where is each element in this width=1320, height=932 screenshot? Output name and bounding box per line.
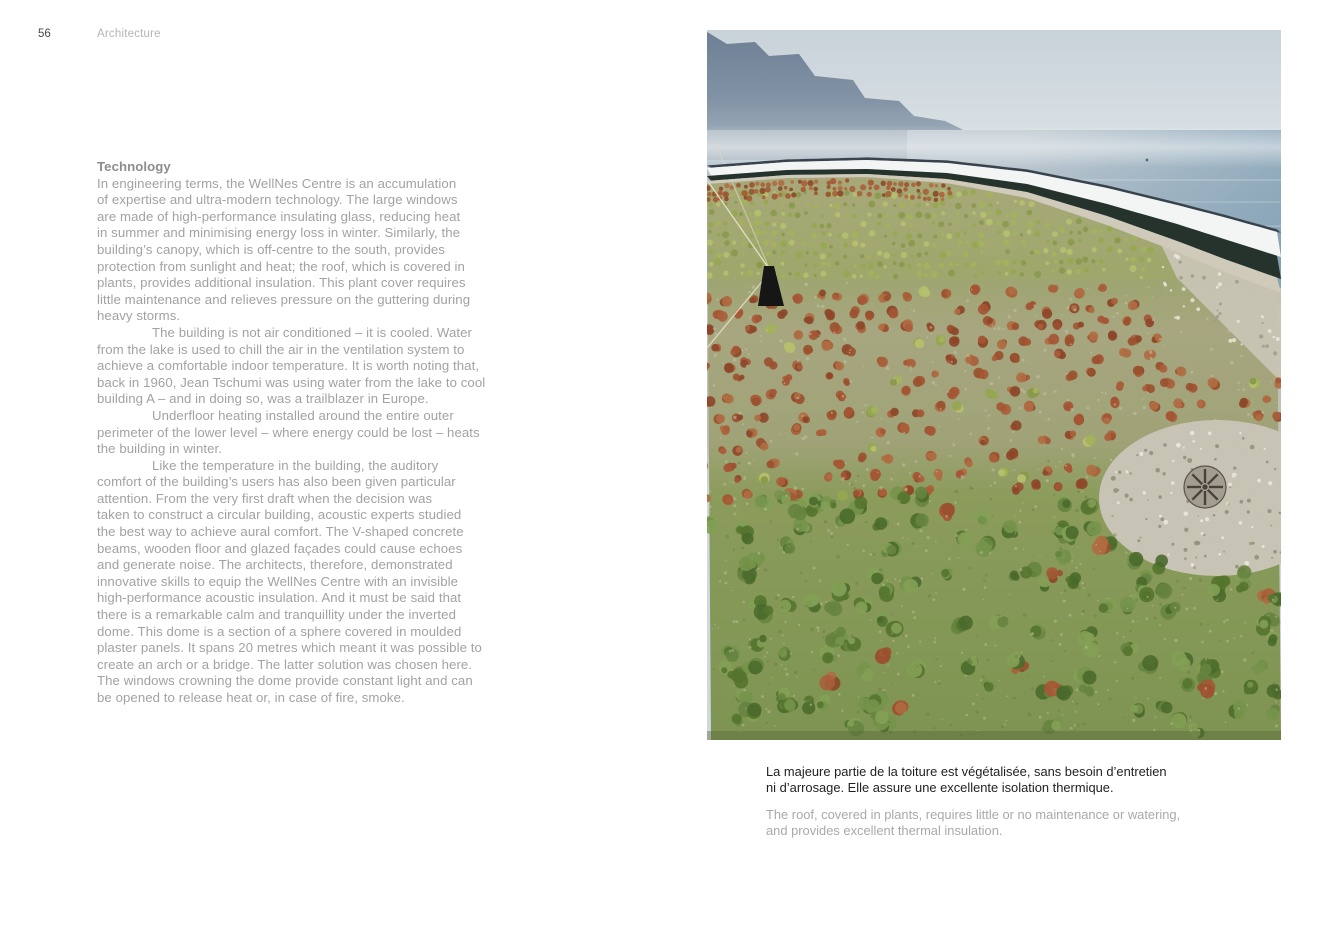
article-line: are made of high-performance insulating glass, reducing heat <box>97 208 461 224</box>
article-line: of expertise and ultra-modern technology. The large windows <box>97 192 458 208</box>
figure-captions <box>766 764 1206 839</box>
article-line: there is a remarkable calm and tranquillity under the inverted <box>97 607 457 623</box>
article-line: create an arch or a bridge. The latter solution was chosen here. <box>97 656 473 672</box>
article-line: The windows crowning the dome provide constant light and can <box>97 673 473 689</box>
article-line: heavy storms. <box>97 308 181 324</box>
article-line: Like the temperature in the building, the auditory <box>152 457 439 473</box>
article-line: the building in winter. <box>97 441 223 457</box>
page-number: 56 <box>38 28 51 40</box>
article-body <box>97 176 517 707</box>
article-line: perimeter of the lower level – where energy could be lost – heats <box>97 424 480 440</box>
boat-dot <box>1146 159 1149 162</box>
section-title: Architecture <box>97 28 161 40</box>
article-heading: Technology <box>97 159 171 174</box>
caption-english <box>766 807 1206 838</box>
article-line: plants, provides additional insulation. This plant cover requires <box>97 275 466 291</box>
article-line: In engineering terms, the WellNes Centre is an accumulation <box>97 175 457 191</box>
caption-french <box>766 764 1206 795</box>
article-line: plaster panels. It spans 20 metres which meant it was possible to <box>97 640 482 656</box>
green-roof-scene <box>707 142 1281 740</box>
article-line: attention. From the very first draft when the decision was <box>97 490 433 506</box>
article-line: high-performance acoustic insulation. And it must be said that <box>97 590 462 606</box>
article-line: achieve a comfortable indoor temperature. It is worth noting that, <box>97 358 480 374</box>
article-line: the best way to achieve aural comfort. The V-shaped concrete <box>97 524 464 540</box>
article-line: beams, wooden floor and glazed façades could cause echoes <box>97 540 463 556</box>
article-line: comfort of the building’s users has also been given particular <box>97 474 456 490</box>
article-line: Underfloor heating installed around the entire outer <box>152 407 454 423</box>
article-line: be opened to release heat or, in case of fire, smoke. <box>97 690 405 705</box>
article-line: taken to construct a circular building, acoustic experts studied <box>97 507 462 523</box>
caption-line: and provides excellent thermal insulation. <box>766 823 1003 839</box>
article-line: building A – and in doing so, was a trailblazer in Europe. <box>97 391 429 407</box>
article-line: from the lake is used to chill the air in the ventilation system to <box>97 341 465 357</box>
article-line: and generate noise. The architects, therefore, demonstrated <box>97 557 453 573</box>
article-line: The building is not air conditioned – it is cooled. Water <box>152 324 473 340</box>
article-line: building’s canopy, which is off-centre to the south, provides <box>97 241 445 257</box>
caption-line: La majeure partie de la toiture est végétalisée, sans besoin d’entretien <box>766 764 1167 779</box>
article-text <box>97 159 517 707</box>
article-line: little maintenance and relieves pressure on the guttering during <box>97 291 471 307</box>
article-line: back in 1960, Jean Tschumi was using water from the lake to cool <box>97 374 486 390</box>
caption-line: The roof, covered in plants, requires little or no maintenance or watering, <box>766 807 1181 823</box>
roof-photo-illustration <box>707 30 1281 740</box>
caption-line: ni d’arrosage. Elle assure une excellente isolation thermique. <box>766 779 1114 795</box>
article-line: innovative skills to equip the WellNes Centre with an invisible <box>97 573 459 589</box>
article-line: dome. This dome is a section of a sphere covered in moulded <box>97 623 462 639</box>
article-line: protection from sunlight and heat; the roof, which is covered in <box>97 258 465 274</box>
article-line: in summer and minimising energy loss in winter. Similarly, the <box>97 225 461 241</box>
roof-photo <box>707 30 1281 740</box>
